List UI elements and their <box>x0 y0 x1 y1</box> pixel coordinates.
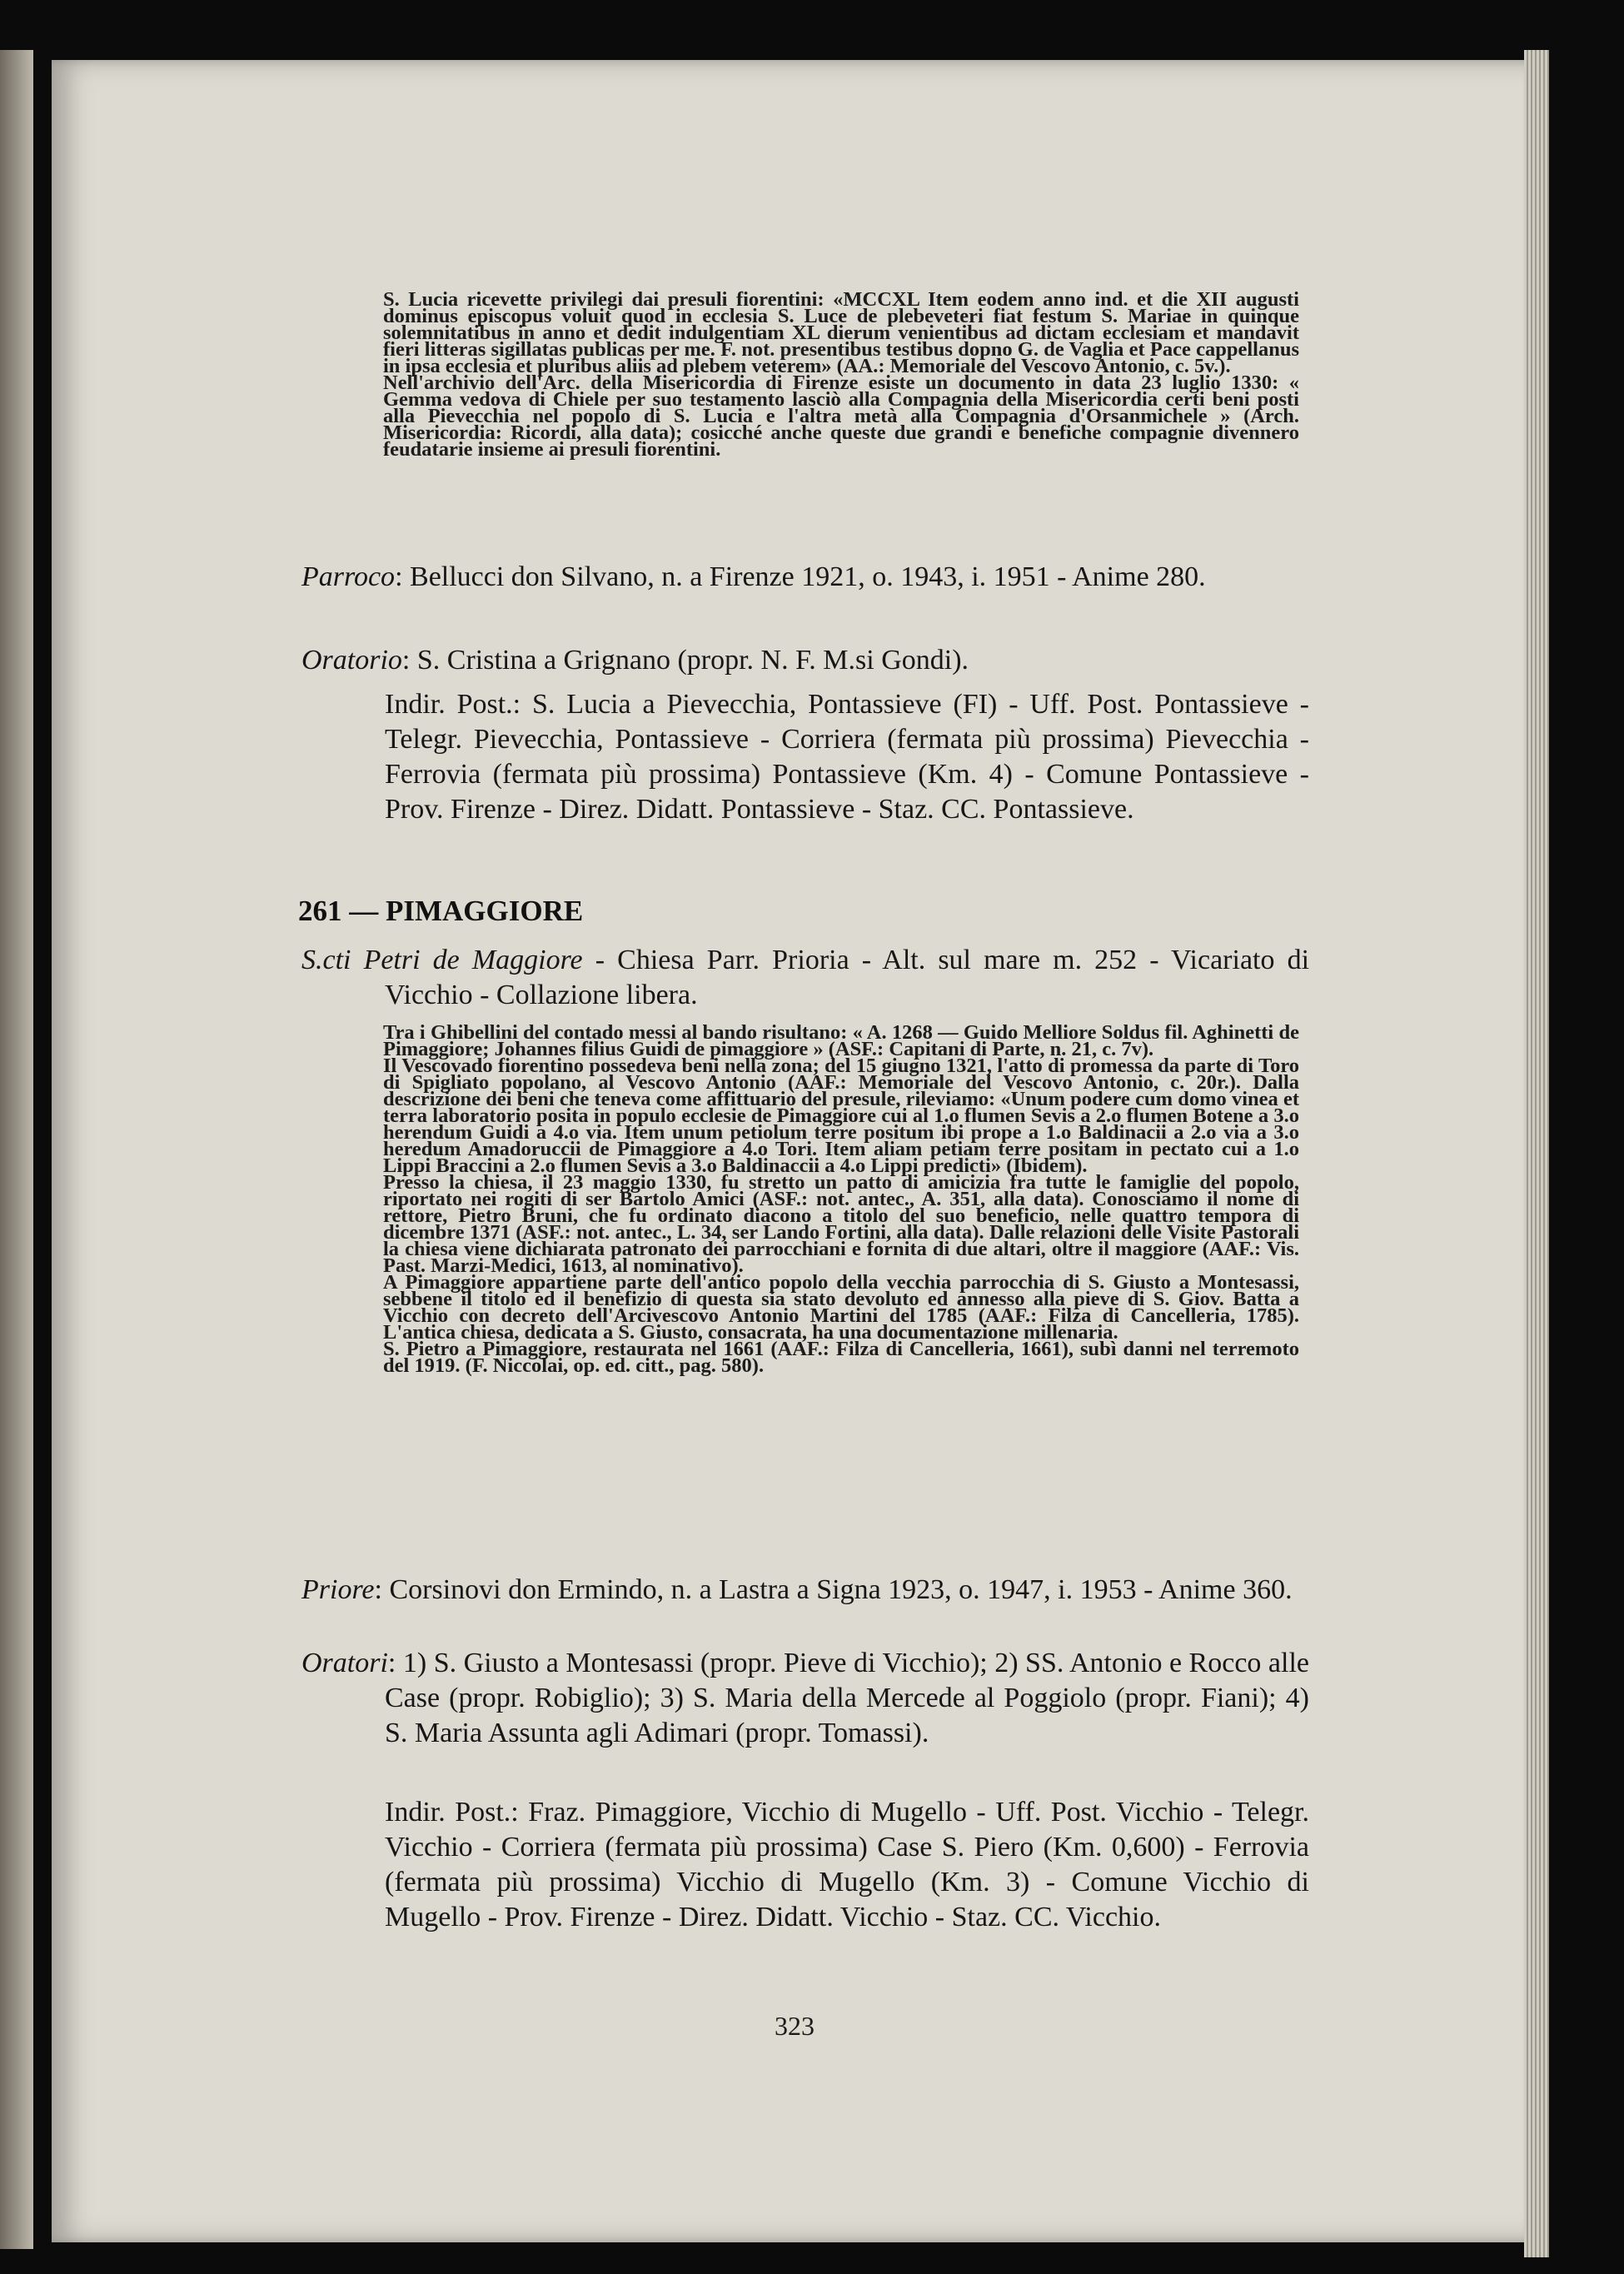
parroco-text: Bellucci don Silvano, n. a Firenze 1921, o. 1943, i. 1951 - Anime 280. <box>410 561 1206 592</box>
page-content-lower <box>250 0 1549 2274</box>
note-261-paragraph-1: Tra i Ghibellini del contado messi al bando risultano: « A. 1268 — Guido Melliore Soldus fil. Aghinetti de Pimaggiore; Johannes filius Guidi de pimaggiore » (ASF.: Capitani di Parte, n. 21, c. 7v). <box>383 1021 1299 1060</box>
note-top-paragraph-2: Nell'archivio dell'Arc. della Misericordia di Firenze esiste un documento in data 23 luglio 1330: « Gemma vedova di Chiele per suo testamento lasciò alla Compagnia della Misericordia certi beni posti alla Pievecchia nel popolo di S. Lucia e l'altra metà alla Compagnia d'Orsanmichele » (Arch. Misericordia: Ricordi, alla data); cosicché anche queste due grandi e benefiche compagnie divennero feudatarie insieme ai presuli fiorentini. <box>383 372 1299 461</box>
priore-text: Corsinovi don Ermindo, n. a Lastra a Signa 1923, o. 1947, i. 1953 - Anime 360. <box>389 1574 1293 1605</box>
note-261-paragraph-4: A Pimaggiore appartiene parte dell'antico popolo della vecchia parrocchia di S. Giusto a Montesassi, sebbene il titolo ed il benefizio di questa sia stato devoluto ed annesso alla pieve di S. Giov. Batta a Vicchio con decreto dell'Arcivescovo Antonio Martini del 1785 (AAF.: Filza di Cancelleria, 1785). L'antica chiesa, dedicata a S. Giusto, consacrata, ha una documentazione millenaria. <box>383 1271 1299 1344</box>
entry-260-oratorio: Oratorio: S. Cristina a Grignano (propr. N. F. M.si Gondi). <box>301 645 969 676</box>
note-261-paragraph-2: Il Vescovado fiorentino possedeva beni nella zona; del 15 giugno 1321, l'atto di promessa da parte di Toro di Spigliato popolano, al Vescovo Antonio (AAF.: Memoriale del Vescovo Antonio, c. 20r.). Dalla descrizione dei beni che teneva come affittuario del presule, rileviamo: «Unum podere cum domo vinea et terra laboratorio posita in populo ecclesie de Pimaggiore cui al 1.o flumen Sevis a 2.o flumen Botene a 3.o herendum Guidi a 4.o via. Item unum petiolum terre positum ibi prope a 1.o Baldinacii a 2.o via a 3.o heredum Amadoruccii de Pimaggiore a 4.o Tori. Item aliam petiam terre positam in pectato cui a 1.o Lippi Braccini a 2.o flumen Sevis a 3.o Baldinaccii a 4.o Lippi predicti» (Ibidem). <box>383 1055 1299 1177</box>
page-number: 323 <box>775 2011 814 2041</box>
oratorio-text: S. Cristina a Grignano (propr. N. F. M.si Gondi). <box>416 645 969 676</box>
note-261-paragraph-3: Presso la chiesa, il 23 maggio 1330, fu stretto un patto di amicizia fra tutte le famiglie del popolo, riportato nei rogiti di ser Bartolo Amici (ASF.: not. antec., A. 351, alla data). Conosciamo il nome di rettore, Pietro Bruni, che fu ordinato diacono a titolo del suo beneficio, nelle quattro tempora di dicembre 1371 (ASF.: not. antec., L. 34, ser Lando Fortini, alla data). Dalle relazioni delle Visite Pastorali la chiesa viene dichiarata patronato dei parrocchiani e fornita di due altari, oltre il maggiore (AAF.: Vis. Past. Marzi-Medici, 1613, al nominativo). <box>383 1171 1299 1277</box>
church-text: - Chiesa Parr. Prioria - Alt. sul mare m. 252 - Vicariato di Vicchio - Collazione libera. <box>385 945 1310 1010</box>
entry-260-parroco: Parroco: Bellucci don Silvano, n. a Firenze 1921, o. 1943, i. 1951 - Anime 280. <box>301 561 1206 592</box>
oratori-text: 1) S. Giusto a Montesassi (propr. Pieve di Vicchio); 2) SS. Antonio e Rocco alle Case (propr. Robiglio); 3) S. Maria della Mercede al Poggiolo (propr. Fiani); 4) S. Maria Assunta agli Adimari (propr. Tomassi). <box>385 1648 1309 1748</box>
note-261 <box>383 1021 1299 1377</box>
entry-261-indir <box>385 1795 1309 1935</box>
indir-261-text: Indir. Post.: Fraz. Pimaggiore, Vicchio di Mugello - Uff. Post. Vicchio - Telegr. Vicchio - Corriera (fermata più prossima) Case S. Piero (Km. 0,600) - Ferrovia (fermata più prossima) Vicchio di Mugello (Km. 3) - Comune Vicchio di Mugello - Prov. Firenze - Direz. Didatt. Vicchio - Staz. CC. Vicchio. <box>385 1797 1309 1932</box>
oratori-label: Oratori <box>301 1648 388 1678</box>
indir-260-text: Indir. Post.: S. Lucia a Pievecchia, Pontassieve (FI) - Uff. Post. Pontassieve - Telegr. Pievecchia, Pontassieve - Corriera (fermata più prossima) Pievecchia - Ferrovia (fermata più prossima) Pontassieve (Km. 4) - Comune Pontassieve - Prov. Firenze - Direz. Didatt. Pontassieve - Staz. CC. Pontassieve. <box>385 689 1309 825</box>
entry-261-priore: Priore: Corsinovi don Ermindo, n. a Lastra a Signa 1923, o. 1947, i. 1953 - Anime 360. <box>301 1574 1293 1605</box>
entry-261-oratori: Oratori: 1) S. Giusto a Montesassi (propr. Pieve di Vicchio); 2) SS. Antonio e Rocco alle Case (propr. Robiglio); 3) S. Maria della Mercede al Poggiolo (propr. Fiani); 4) S. Maria Assunta agli Adimari (propr. Tomassi). <box>301 1648 1309 1748</box>
entry-261-heading: 261 — PIMAGGIORE <box>298 895 584 927</box>
church-name: S.cti Petri de Maggiore <box>301 945 583 975</box>
entry-261-church <box>301 943 1309 1013</box>
priore-label: Priore <box>301 1574 375 1605</box>
oratorio-label: Oratorio <box>301 645 402 676</box>
note-top-paragraph-1: S. Lucia ricevette privilegi dai presuli fiorentini: «MCCXL Item eodem anno ind. et die XII augusti dominus episcopus voluit quod in ecclesia S. Luce de plebeveteri fiat festum S. Mariae in quinque solemnitatibus in anno et dedit indulgentiam XL dierum venientibus ad dictam ecclesiam et mandavit fieri litteras sigillatas publicas per me. F. not. presentibus testibus dopno G. de Vaglia et Pace cappellanus in ipsa ecclesia et pluribus aliis ad plebem veterem» (AA.: Memoriale del Vescovo Antonio, c. 5v.). <box>383 288 1299 377</box>
parroco-label: Parroco <box>301 561 396 592</box>
adjacent-page-edge <box>0 50 33 2249</box>
note-261-paragraph-5: S. Pietro a Pimaggiore, restaurata nel 1661 (AAF.: Filza di Cancelleria, 1661), subì danni nel terremoto del 1919. (F. Niccolai, op. ed. citt., pag. 580). <box>383 1338 1299 1377</box>
